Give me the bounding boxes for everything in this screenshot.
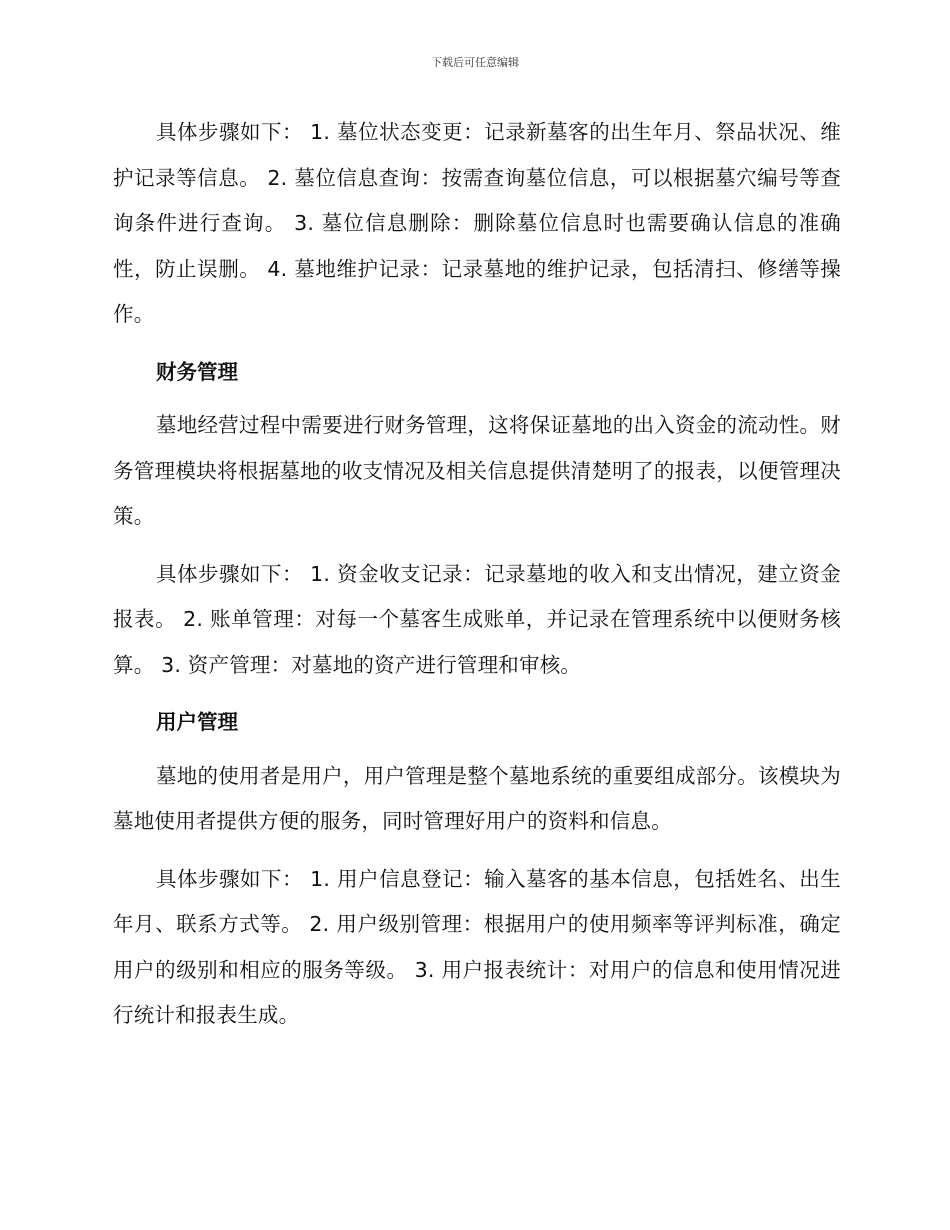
paragraph-finance-intro: 墓地经营过程中需要进行财务管理，这将保证墓地的出入资金的流动性。财务管理模块将根据墓地的收支情况及相关信息提供清楚明了的报表，以便管理决策。 [113, 413, 841, 528]
paragraph-tomb-steps: 具体步骤如下： 1. 墓位状态变更：记录新墓客的出生年月、祭品状况、维护记录等信息。 2. 墓位信息查询：按需查询墓位信息，可以根据墓穴编号等查询条件进行查询。 3. 墓位信息删除：删除墓位信息时也需要确认信息的准确性，防止误删。 4. 墓地维护记录：记录墓地的维护记录，包括清扫、修缮等操作。 [113, 120, 841, 326]
document-body [113, 110, 841, 1039]
paragraph-user-intro: 墓地的使用者是用户，用户管理是整个墓地系统的重要组成部分。该模块为墓地使用者提供方便的服务，同时管理好用户的资料和信息。 [113, 763, 841, 833]
heading-user: 用户管理 [156, 710, 238, 734]
header-note: 下载后可任意编辑 [431, 56, 519, 69]
heading-finance: 财务管理 [156, 359, 238, 384]
paragraph-user-steps: 具体步骤如下： 1. 用户信息登记：输入墓客的基本信息，包括姓名、出生年月、联系方式等。 2. 用户级别管理：根据用户的使用频率等评判标准，确定用户的级别和相应的服务等级。 3. 用户报表统计：对用户的信息和使用情况进行统计和报表生成。 [113, 866, 841, 1027]
paragraph-finance-steps: 具体步骤如下： 1. 资金收支记录：记录墓地的收入和支出情况，建立资金报表。 2. 账单管理：对每一个墓客生成账单，并记录在管理系统中以便财务核算。 3. 资产管理：对墓地的资产进行管理和审核。 [113, 561, 841, 677]
